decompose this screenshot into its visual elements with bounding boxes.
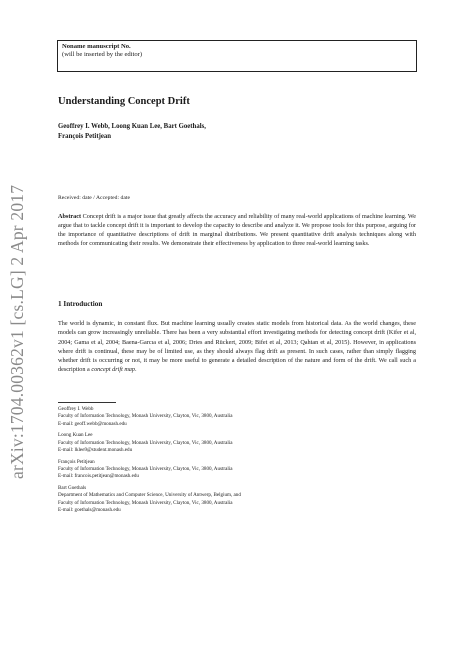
affiliation-institution: Faculty of Information Technology, Monash University, Clayton, Vic, 3800, Australia — [58, 466, 233, 473]
received-date: Received: date / Accepted: date — [58, 195, 131, 201]
affiliation-name: Loong Kuan Lee — [58, 432, 93, 439]
author-line-2: François Petitjean — [58, 132, 112, 140]
footnote-rule — [58, 402, 116, 403]
affiliation-institution: Faculty of Information Technology, Monash University, Clayton, Vic, 3800, Australia — [58, 439, 233, 446]
affiliation-name: François Petitjean — [58, 458, 95, 465]
affiliation-block — [58, 406, 416, 428]
affiliation-email: E-mail: francois.petitjean@monash.edu — [58, 473, 139, 480]
author-list — [58, 122, 358, 141]
affiliation-block — [58, 485, 416, 515]
affiliation-name: Bart Goethals — [58, 484, 87, 491]
arxiv-identifier-stamp: arXiv:1704.00362v1 [cs.LG] 2 Apr 2017 — [7, 184, 27, 479]
affiliation-institution: Faculty of Information Technology, Monash University, Clayton, Vic, 3800, Australia — [58, 413, 233, 420]
abstract — [58, 213, 416, 249]
abstract-text: Concept drift is a major issue that greatly affects the accuracy and reliability of many real-world applications of machine learning. We argue that to tackle concept drift it is important to develop the capacity to describe and analyze it. We propose tools for this purpose, arguing for the importance of quantitative descriptions of drift in marginal distributions. We present quantitative drift analysis techniques along with methods for communicating their results. We demonstrate their effectiveness by application to three real-world learning tasks. — [58, 213, 417, 247]
author-line-1: Geoffrey I. Webb, Loong Kuan Lee, Bart Goethals, — [58, 123, 206, 130]
abstract-label: Abstract — [58, 213, 82, 220]
introduction-paragraph — [58, 319, 416, 375]
affiliation-email: E-mail: goethals@monash.edu — [58, 507, 121, 514]
introduction-end: . — [135, 366, 137, 374]
author-affiliations — [58, 406, 416, 519]
affiliation-email: E-mail: geoff.webb@monash.edu — [58, 420, 127, 427]
introduction-text: The world is dynamic, in constant flux. But machine learning usually creates static models from historical data. As the world changes, these models can grow increasingly unreliable. There has been a very substantial effort investigating methods for detecting concept drift (Kifer et al, 2004; Gama et al, 2004; Baena-Garcıa et al, 2006; Dries and Rückert, 2009; Bifet et al, 2013; Qahtan et al, 2015). However, in applications where drift is continual, these may be of limited use, as they should always flag drift as present. In such cases, rather than simply flagging whether drift is occurring or not, it may be more useful to generate a detailed description of the nature and form of the drift. We call such a description a — [58, 320, 416, 374]
section-heading-introduction: 1 Introduction — [58, 300, 103, 308]
paper-title: Understanding Concept Drift — [58, 96, 190, 107]
affiliation-institution-2: Faculty of Information Technology, Monash University, Clayton, Vic, 3800, Australia — [58, 499, 233, 506]
manuscript-editor-note: (will be inserted by the editor) — [62, 51, 143, 59]
affiliation-block — [58, 432, 416, 454]
introduction-emphasis: concept drift map — [91, 366, 135, 374]
affiliation-block — [58, 459, 416, 481]
affiliation-email: E-mail: lklee9@student.monash.edu — [58, 447, 133, 454]
manuscript-note-box — [57, 40, 417, 72]
manuscript-number: Noname manuscript No. — [62, 43, 131, 50]
affiliation-name: Geoffrey I. Webb — [58, 406, 94, 412]
affiliation-institution: Department of Mathematics and Computer Science, University of Antwerp, Belgium, and — [58, 492, 241, 499]
